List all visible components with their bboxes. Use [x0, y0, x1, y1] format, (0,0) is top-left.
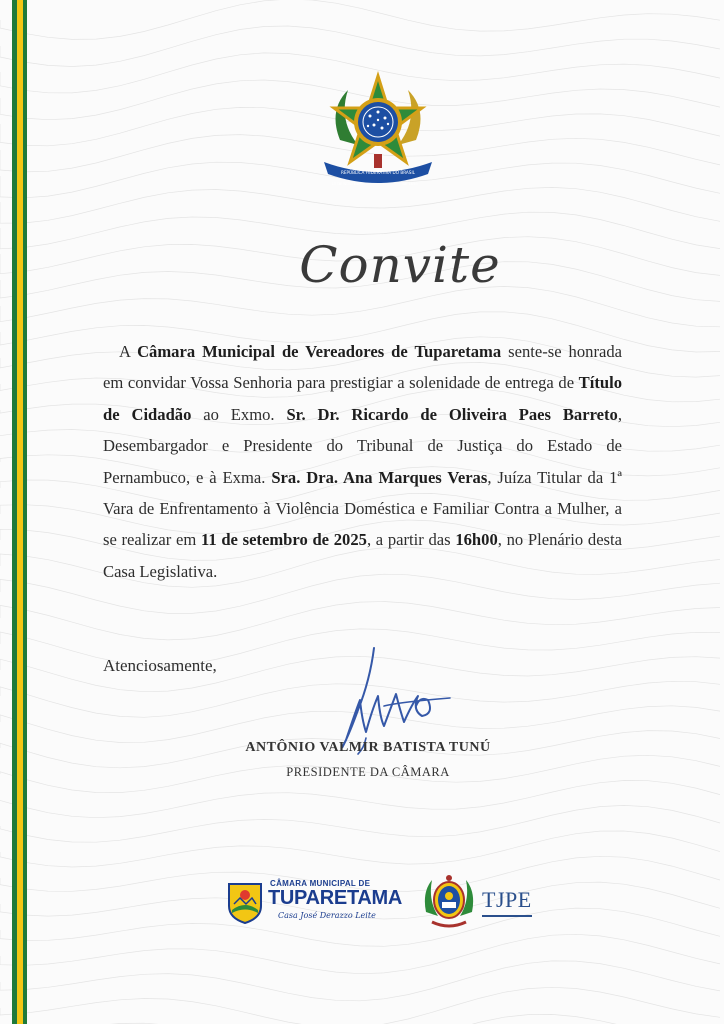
- tjpe-logo-text: TJPE: [482, 887, 532, 912]
- text-part: , Juíza Titular da 1ª Vara de Enfrentamento à Violência Doméstica e Familiar Contra a Mulher, a se realizar em: [103, 467, 622, 550]
- text-part: sente-se honrada em convidar Vossa Senhoria para prestigiar a solenidade de entrega de: [103, 342, 623, 393]
- invitation-body: [103, 336, 622, 587]
- signatory-role: PRESIDENTE DA CÂMARA: [286, 765, 450, 779]
- organization-name: Câmara Municipal de Vereadores de Tuparetama: [137, 342, 502, 361]
- text-part: , Desembargador e Presidente do Tribunal de Justiça do Estado de Pernambuco, e à Exma.: [103, 404, 622, 487]
- camara-tuparetama-logo: [226, 876, 403, 928]
- seal-date-left: 15 DE NOVEMBRO: [331, 182, 365, 186]
- pernambuco-crest-icon: [420, 872, 478, 932]
- camara-logo-sub-text: Casa José Derazzo Leite: [278, 911, 376, 920]
- text-part: , a partir das: [366, 530, 456, 550]
- page-title: Convite: [299, 236, 501, 294]
- signatory-name: ANTÔNIO VALMIR BATISTA TUNÚ: [245, 740, 491, 755]
- text-part: , no Plenário desta Casa Legislativa.: [103, 530, 622, 581]
- brazil-coat-of-arms-icon: [318, 70, 438, 195]
- award-name: Título de Cidadão: [103, 373, 622, 424]
- event-date: 11 de setembro de 2025: [200, 530, 367, 550]
- seal-ribbon: REPÚBLICA FEDERATIVA DO BRASIL: [340, 170, 416, 175]
- camara-logo-main-text: TUPARETAMA: [268, 887, 403, 909]
- camara-logo-top-text: CÂMARA MUNICIPAL DE: [270, 879, 371, 888]
- honoree-1: Sr. Dr. Ricardo de Oliveira Paes Barreto: [286, 404, 618, 424]
- text-part: ao Exmo.: [191, 404, 287, 424]
- text-part: A: [119, 342, 138, 361]
- camara-badge-icon: [226, 880, 264, 924]
- green-border-stripe-inner: [23, 0, 27, 1024]
- tjpe-underline: [482, 915, 532, 917]
- seal-date-right: DE 1889: [402, 182, 418, 186]
- closing-salutation: Atenciosamente,: [103, 656, 217, 675]
- tjpe-logo: [420, 872, 540, 932]
- honoree-2: Sra. Dra. Ana Marques Veras: [271, 467, 488, 487]
- event-time: 16h00: [455, 530, 498, 550]
